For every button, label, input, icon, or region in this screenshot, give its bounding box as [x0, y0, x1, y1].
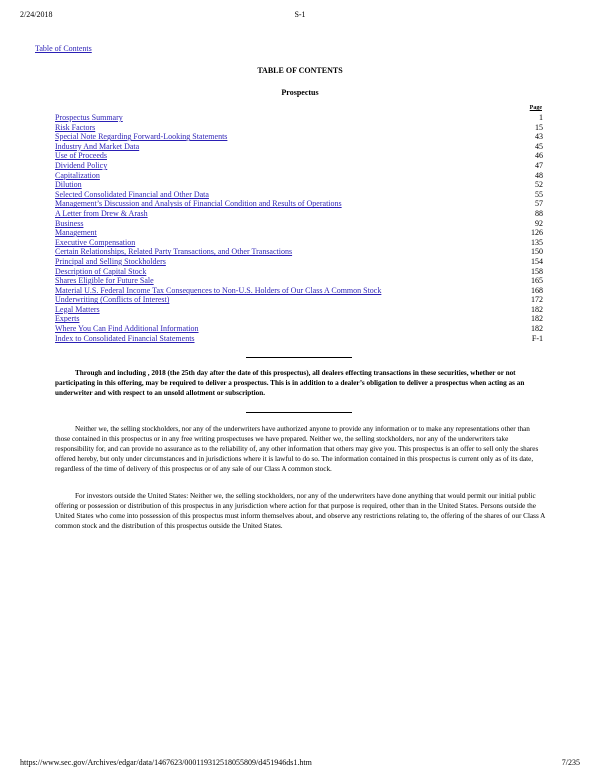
toc-row — [55, 276, 543, 286]
toc-entry-link[interactable]: Selected Consolidated Financial and Other Data — [55, 189, 209, 199]
toc-entry-link[interactable]: Prospectus Summary — [55, 113, 123, 122]
print-header — [20, 10, 580, 22]
toc-page-number: 92 — [535, 218, 543, 228]
toc-page-number: 88 — [535, 208, 543, 218]
page-column-label: Page — [529, 105, 542, 111]
toc-row — [55, 199, 543, 209]
toc-row — [55, 257, 543, 267]
toc-row — [55, 238, 543, 248]
toc-entry-link[interactable]: Special Note Regarding Forward-Looking Statements — [55, 132, 228, 142]
toc-page-number: 57 — [535, 199, 543, 209]
toc-page-number: 46 — [535, 151, 543, 161]
toc-page-number: 182 — [531, 304, 543, 314]
toc-page-number: 182 — [531, 324, 543, 334]
divider-rule — [246, 412, 352, 413]
toc-page-number: 182 — [531, 314, 543, 324]
toc-row — [55, 295, 543, 305]
table-of-contents-link[interactable]: Table of Contents — [35, 44, 92, 53]
toc-entry-link[interactable]: Capitalization — [55, 170, 100, 180]
toc-entry-link[interactable]: Description of Capital Stock — [55, 266, 147, 276]
toc-page-number: 45 — [535, 141, 543, 151]
toc-page-number: 168 — [531, 285, 543, 295]
toc-row — [55, 324, 543, 334]
toc-entry-link[interactable]: Shares Eligible for Future Sale — [55, 276, 154, 286]
toc-page-number: 158 — [531, 266, 543, 276]
toc-row — [55, 334, 543, 344]
toc-row — [55, 161, 543, 171]
toc-row — [55, 123, 543, 133]
toc-page-number: 150 — [531, 247, 543, 257]
print-footer — [20, 758, 580, 770]
toc-page-number: 154 — [531, 256, 543, 266]
toc-row — [55, 247, 543, 257]
toc-entry-link[interactable]: Management’s Discussion and Analysis of Financial Condition and Results of Operations — [55, 199, 342, 209]
toc-page-number: 135 — [531, 237, 543, 247]
toc-row — [55, 314, 543, 324]
toc-entry-link[interactable]: Risk Factors — [55, 122, 96, 132]
toc-row — [55, 171, 543, 181]
toc-page-number: 52 — [535, 180, 543, 190]
toc-list — [55, 113, 543, 343]
section-heading: Prospectus — [281, 88, 319, 97]
foreign-investors-paragraph: For investors outside the United States: Neither we, the selling stockholders, nor any of the underwriters have done anything that would permit our initial public offering or possession or distribution of this prospectus in any jurisdiction where action for that purpose is required, other than in the United States. Persons outside the United States who come into possession of this prospectus must inform themselves about, and observe any restrictions relating to, the offering of the shares of our Class A common stock and the distribution of this prospectus outside the United States. — [55, 492, 545, 530]
toc-entry-link[interactable]: Principal and Selling Stockholders — [55, 256, 166, 266]
toc-entry-link[interactable]: Index to Consolidated Financial Statements — [55, 333, 195, 343]
toc-row — [55, 113, 543, 123]
toc-row — [55, 151, 543, 161]
toc-entry-link[interactable]: Business — [55, 218, 84, 228]
toc-row — [55, 209, 543, 219]
toc-entry-link[interactable]: Management — [55, 228, 97, 238]
toc-row — [55, 132, 543, 142]
toc-row — [55, 267, 543, 277]
toc-page-number: 126 — [531, 228, 543, 238]
toc-entry-link[interactable]: Use of Proceeds — [55, 151, 107, 161]
toc-entry-link[interactable]: Material U.S. Federal Income Tax Consequences to Non-U.S. Holders of Our Class A Common Stock — [55, 285, 382, 295]
toc-row — [55, 180, 543, 190]
toc-entry-link[interactable]: Executive Compensation — [55, 237, 136, 247]
dealer-delivery-notice: Through and including , 2018 (the 25th day after the date of this prospectus), all dealers effecting transactions in these securities, whether or not participating in this offering, may be required to deliver a prospectus. This is in addition to a dealer’s obligation to deliver a prospectus when acting as an underwriter and with respect to an unsold allotment or subscription. — [55, 369, 525, 397]
toc-row — [55, 228, 543, 238]
print-url: https://www.sec.gov/Archives/edgar/data/1467623/000119312518055809/d451946ds1.htm — [20, 758, 312, 767]
toc-page-number: 48 — [535, 170, 543, 180]
print-date: 2/24/2018 — [20, 10, 53, 19]
toc-entry-link[interactable]: Underwriting (Conflicts of Interest) — [55, 295, 170, 305]
toc-row — [55, 219, 543, 229]
print-doc-title: S-1 — [294, 10, 306, 19]
toc-entry-link[interactable]: Experts — [55, 314, 80, 324]
toc-entry-link[interactable]: Where You Can Find Additional Information — [55, 324, 199, 334]
toc-entry-link[interactable]: A Letter from Drew & Arash — [55, 208, 148, 218]
toc-entry-link[interactable]: Certain Relationships, Related Party Transactions, and Other Transactions — [55, 247, 293, 257]
toc-heading: TABLE OF CONTENTS — [257, 66, 343, 75]
toc-page-number: 165 — [531, 276, 543, 286]
toc-entry-link[interactable]: Dilution — [55, 180, 82, 190]
toc-entry-link[interactable]: Industry And Market Data — [55, 141, 140, 151]
toc-page-number: 172 — [531, 295, 543, 305]
print-page-count: 7/235 — [561, 758, 580, 767]
toc-page-number: 47 — [535, 160, 543, 170]
toc-entry-link[interactable]: Dividend Policy — [55, 160, 108, 170]
toc-row — [55, 142, 543, 152]
toc-page-number: 1 — [539, 113, 543, 122]
toc-entry-link[interactable]: Legal Matters — [55, 304, 100, 314]
toc-row — [55, 286, 543, 296]
toc-page-number: 15 — [535, 122, 543, 132]
authorization-paragraph: Neither we, the selling stockholders, nor any of the underwriters have authorized anyone to provide any information or to make any representations other than those contained in this prospectus or in any free writing prospectuses we have prepared. Neither we, the selling stockholders, nor any of the underwriters take responsibility for, and can provide no assurance as to the reliability of, any other information that others may give you. This prospectus is an offer to sell only the shares offered hereby, but only under circumstances and in jurisdictions where it is lawful to do so. The information contained in this prospectus is current only as of its date, regardless of the time of delivery of this prospectus or of any sale of our Class A common stock. — [55, 425, 539, 473]
toc-row — [55, 305, 543, 315]
toc-page-number: 43 — [535, 132, 543, 142]
toc-page-number: 55 — [535, 189, 543, 199]
divider-rule — [246, 357, 352, 358]
toc-page-number: F-1 — [531, 333, 543, 343]
toc-row — [55, 190, 543, 200]
